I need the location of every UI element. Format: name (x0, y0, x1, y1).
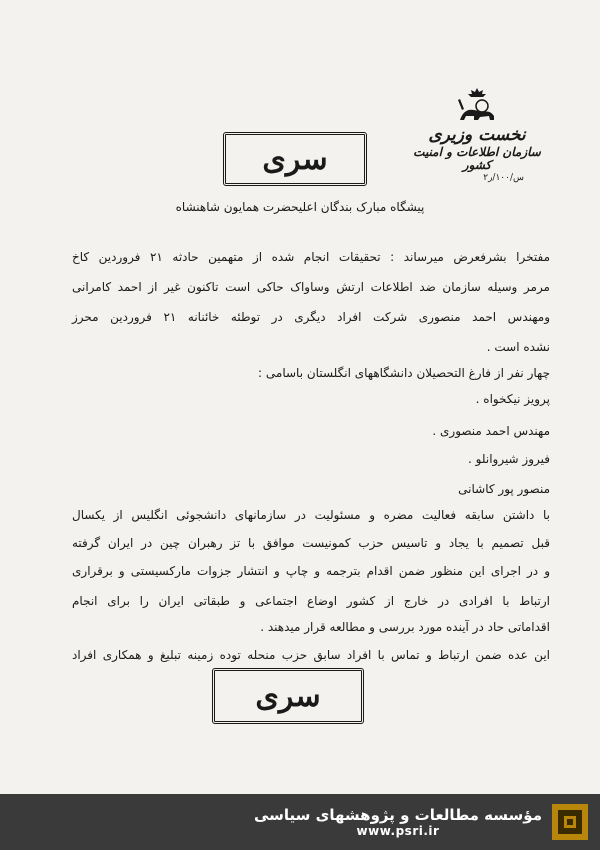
watermark-footer (0, 794, 600, 850)
secret-stamp-top-text: سری (262, 141, 328, 177)
secret-stamp-bottom (212, 668, 364, 724)
body-line: با داشتن سابقه فعالیت مضره و مسئولیت در سازمانهای دانشجوئی انگلیس از یکسال (72, 508, 550, 522)
institute-name: مؤسسه مطالعات و پژوهشهای سیاسی (253, 806, 542, 824)
body-line: نشده است . (486, 340, 550, 354)
body-line: قبل تصمیم با یجاد و تاسیس حزب کمونیست موافق با تز رهبران چین در ایران گرفته (72, 536, 550, 550)
body-line: مرمر وسیله سازمان ضد اطلاعات ارتش وساواک حاکی است تاکنون غیر از احمد کامرانی (72, 280, 550, 294)
body-line: این عده ضمن ارتباط و تماس با افراد سابق حزب منحله توده زمینه تبلیغ و همکاری افراد (72, 648, 550, 662)
letterhead (402, 86, 552, 183)
body-line: چهار نفر از فارغ التحصیلان دانشگاههای انگلستان باسامی : (258, 366, 550, 380)
body-line: ارتباط با افرادی در خارج از کشور اوضاع اجتماعی و طبقاتی ایران را برای انجام (72, 594, 550, 608)
letterhead-organization: سازمان اطلاعات و امنیت کشور (413, 144, 541, 173)
body-line: مفتخرا بشرفعرض میرساند : تحقیقات انجام شده از متهمین حادثه ۲۱ فروردین کاخ (72, 250, 551, 264)
secret-stamp-bottom-text: سری (255, 678, 321, 714)
letterhead-title: نخست وزیری (428, 125, 526, 145)
institute-logo-icon (552, 804, 588, 840)
body-line: ومهندس احمد منصوری شرکت افراد دیگری در توطئه خائنانه ۲۱ فروردین محرز (72, 310, 550, 324)
salutation: پیشگاه مبارک بندگان اعلیحضرت همایون شاهنشاه (175, 200, 425, 214)
body-line: پرویز نیکخواه . (475, 392, 550, 406)
letterhead-reference: س/۱۰۰/ر۲ (483, 173, 524, 184)
lion-and-sun-emblem-icon (454, 86, 500, 124)
institute-url[interactable]: www.psri.ir (356, 824, 440, 838)
secret-stamp-top (223, 132, 367, 186)
body-line: فیروز شیروانلو . (468, 452, 550, 466)
body-line: منصور پور کاشانی (458, 482, 550, 496)
body-line: و در اجرای این منظور ضمن اقدام بترجمه و چاپ و انتشار جزوات مارکسیستی و برقراری (72, 564, 550, 578)
body-line: مهندس احمد منصوری . (432, 424, 550, 438)
footer-text-block (254, 806, 542, 838)
body-line: اقداماتی حاد در آینده مورد بررسی و مطالعه قرار میدهند . (260, 620, 550, 634)
